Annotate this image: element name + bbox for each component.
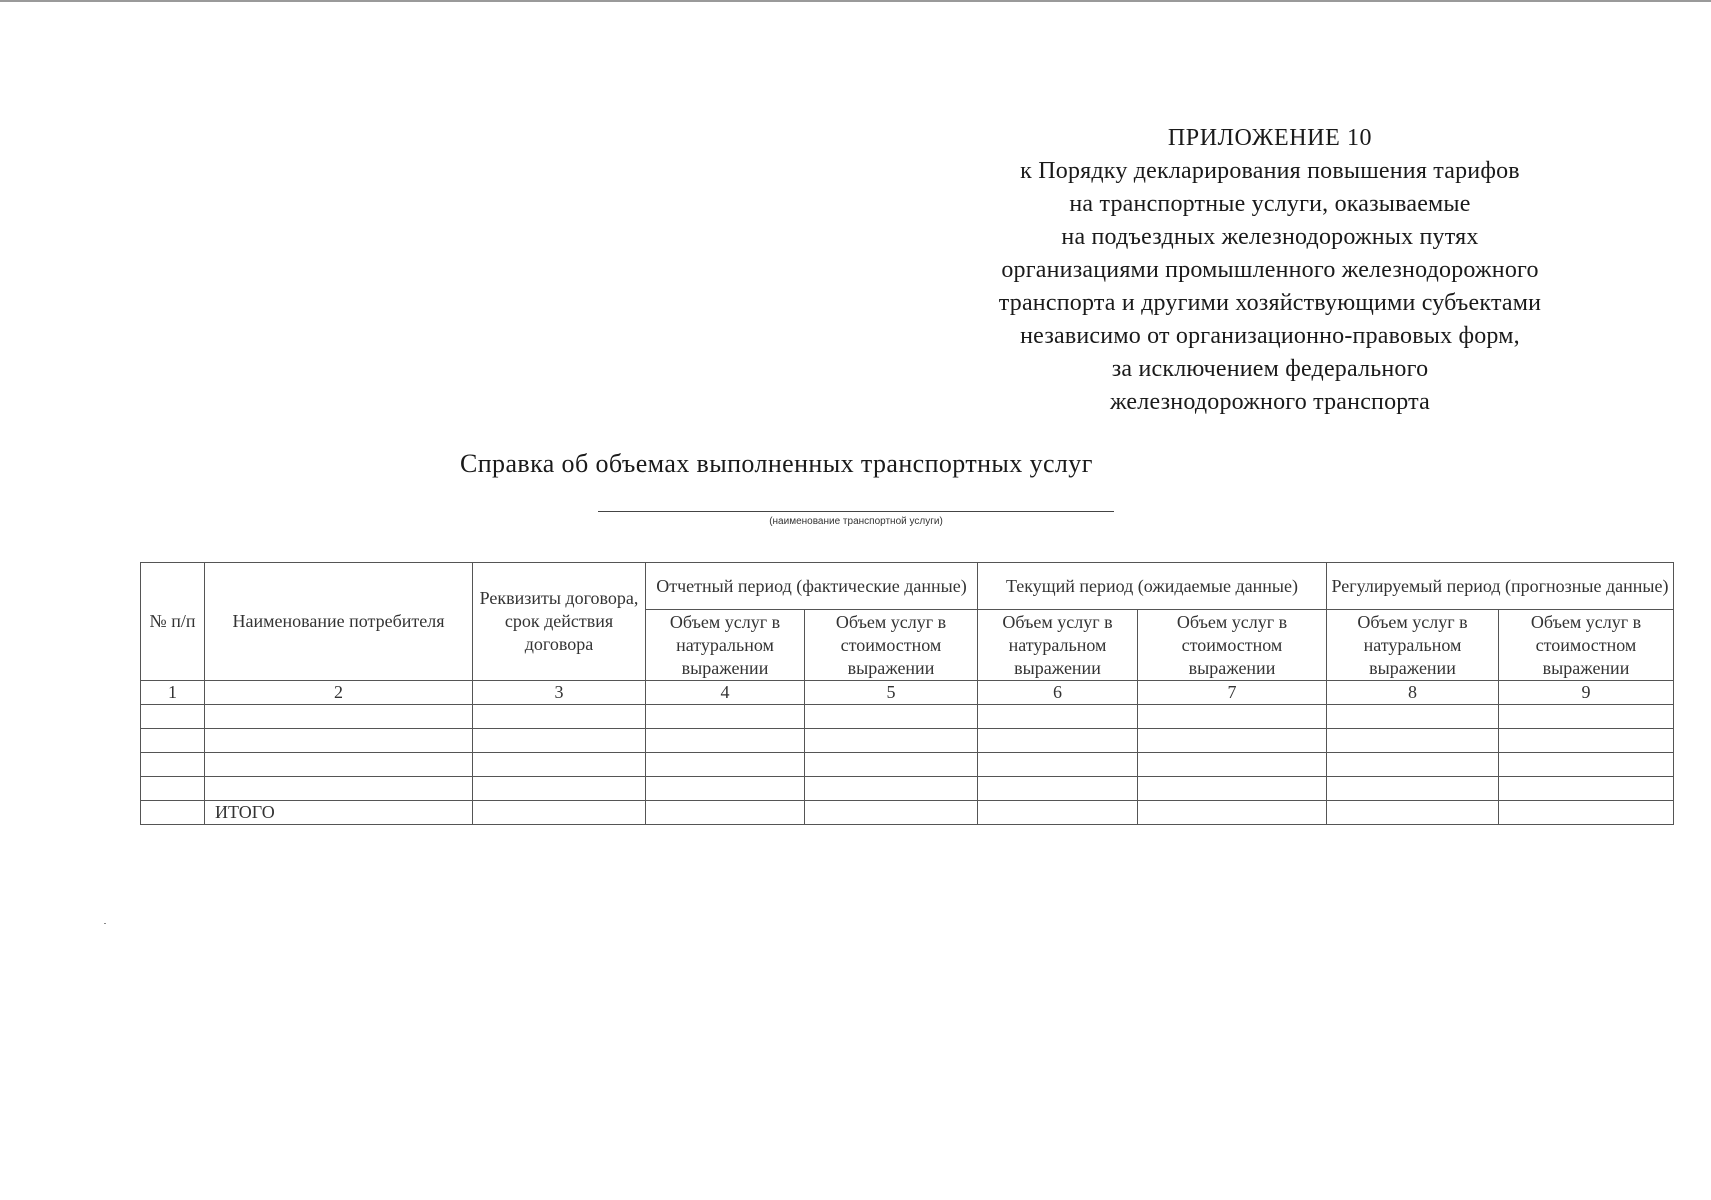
header-volume-cost: Объем услуг в стоимостном выражении (1138, 610, 1327, 681)
appendix-line: транспорта и другими хозяйствующими субъектами (998, 290, 1542, 316)
scan-speck (104, 923, 106, 924)
table-cell[interactable] (805, 705, 978, 729)
table-cell[interactable] (978, 801, 1138, 825)
table-cell[interactable] (473, 729, 646, 753)
table-cell[interactable] (805, 729, 978, 753)
appendix-line: к Порядку декларирования повышения тарифов (1020, 158, 1520, 184)
header-volume-natural: Объем услуг в натуральном выражении (1327, 610, 1499, 681)
table-cell[interactable] (1327, 777, 1499, 801)
table-cell[interactable] (1499, 705, 1674, 729)
table-cell[interactable] (141, 777, 205, 801)
total-label: ИТОГО (205, 801, 473, 825)
table-cell[interactable] (473, 777, 646, 801)
column-number: 5 (805, 681, 978, 705)
table-cell[interactable] (473, 705, 646, 729)
table-cell[interactable] (1499, 753, 1674, 777)
column-number: 9 (1499, 681, 1674, 705)
table-cell[interactable] (141, 753, 205, 777)
table-cell[interactable] (1327, 801, 1499, 825)
table-cell[interactable] (1499, 801, 1674, 825)
header-regulated-period: Регулируемый период (прогнозные данные) (1327, 563, 1674, 610)
table-cell[interactable] (646, 801, 805, 825)
appendix-line: организациями промышленного железнодорожного (1001, 257, 1539, 283)
table-cell[interactable] (141, 705, 205, 729)
appendix-line: за исключением федерального (1111, 356, 1429, 382)
table-cell[interactable] (1327, 729, 1499, 753)
appendix-line: на подъездных железнодорожных путях (1061, 224, 1479, 250)
table-cell[interactable] (141, 801, 205, 825)
table-cell[interactable] (978, 729, 1138, 753)
table-cell[interactable] (205, 753, 473, 777)
column-number: 7 (1138, 681, 1327, 705)
header-volume-cost: Объем услуг в стоимостном выражении (805, 610, 978, 681)
column-number: 8 (1327, 681, 1499, 705)
table-row (141, 729, 1674, 753)
table-cell[interactable] (1138, 729, 1327, 753)
header-volume-natural: Объем услуг в натуральном выражении (978, 610, 1138, 681)
table-cell[interactable] (646, 705, 805, 729)
table-cell[interactable] (205, 705, 473, 729)
table-row (141, 753, 1674, 777)
header-volume-cost: Объем услуг в стоимостном выражении (1499, 610, 1674, 681)
header-volume-natural: Объем услуг в натуральном выражении (646, 610, 805, 681)
table-cell[interactable] (141, 729, 205, 753)
table-cell[interactable] (473, 753, 646, 777)
column-number: 4 (646, 681, 805, 705)
table-cell[interactable] (1499, 729, 1674, 753)
appendix-line: железнодорожного транспорта (1109, 389, 1431, 415)
table-cell[interactable] (205, 729, 473, 753)
appendix-line: на транспортные услуги, оказываемые (1069, 191, 1471, 217)
service-name-caption: (наименование транспортной услуги) (769, 516, 943, 527)
table-cell[interactable] (1327, 705, 1499, 729)
table-row (141, 777, 1674, 801)
table-cell[interactable] (646, 729, 805, 753)
column-number: 1 (141, 681, 205, 705)
services-volume-table (140, 562, 1674, 825)
top-border-line (0, 0, 1711, 2)
appendix-header (900, 122, 1640, 419)
header-contract-details: Реквизиты договора, срок действия договора (473, 563, 646, 681)
table-cell[interactable] (646, 753, 805, 777)
column-number-row (141, 681, 1674, 705)
table-cell[interactable] (978, 777, 1138, 801)
appendix-heading: ПРИЛОЖЕНИЕ 10 (1167, 125, 1373, 151)
header-consumer-name: Наименование потребителя (205, 563, 473, 681)
column-number: 6 (978, 681, 1138, 705)
table-cell[interactable] (805, 753, 978, 777)
table-cell[interactable] (1138, 753, 1327, 777)
table-cell[interactable] (205, 777, 473, 801)
table-cell[interactable] (805, 777, 978, 801)
service-name-field-line (598, 511, 1114, 512)
appendix-line: независимо от организационно-правовых форм, (1020, 323, 1520, 349)
table-cell[interactable] (1138, 705, 1327, 729)
table-cell[interactable] (805, 801, 978, 825)
table-cell[interactable] (1327, 753, 1499, 777)
table-cell[interactable] (978, 705, 1138, 729)
header-current-period: Текущий период (ожидаемые данные) (978, 563, 1327, 610)
table-cell[interactable] (1138, 777, 1327, 801)
header-row-number: № п/п (141, 563, 205, 681)
header-reporting-period: Отчетный период (фактические данные) (646, 563, 978, 610)
table-row (141, 705, 1674, 729)
table-cell[interactable] (473, 801, 646, 825)
table-cell[interactable] (646, 777, 805, 801)
table-cell[interactable] (1138, 801, 1327, 825)
total-row (141, 801, 1674, 825)
column-number: 3 (473, 681, 646, 705)
column-number: 2 (205, 681, 473, 705)
table-cell[interactable] (978, 753, 1138, 777)
document-title: Справка об объемах выполненных транспортных услуг (460, 449, 1093, 478)
table-cell[interactable] (1499, 777, 1674, 801)
